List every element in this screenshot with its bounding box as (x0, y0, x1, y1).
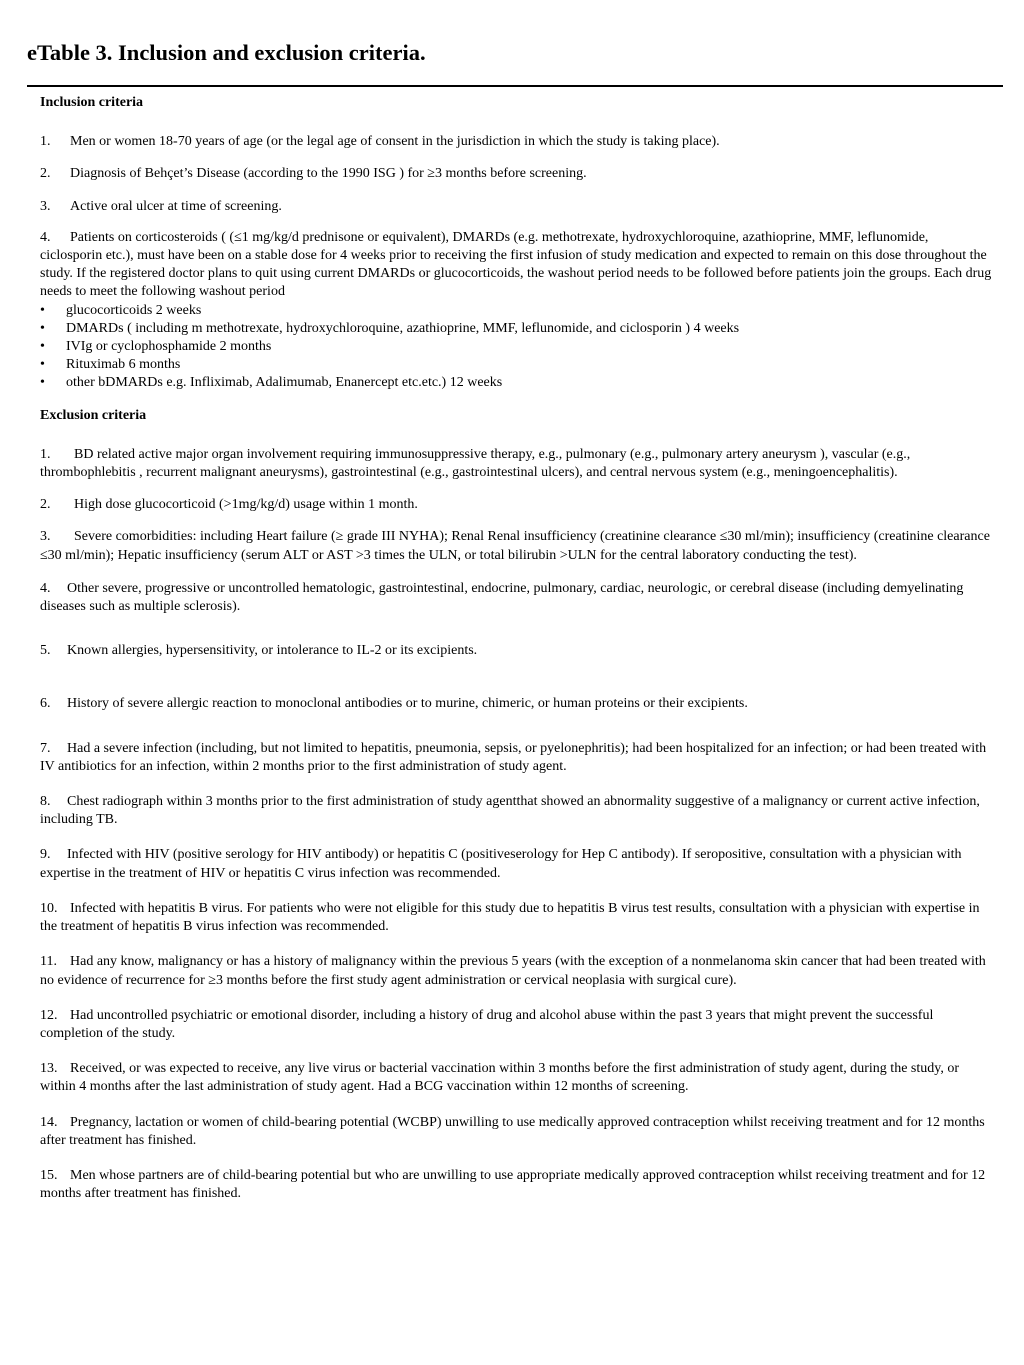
exclusion-item-13 (40, 1060, 992, 1096)
item-number: 10. (40, 900, 58, 916)
item-number: 11. (40, 954, 57, 970)
bullet-icon: • (40, 320, 45, 336)
item-number: 13. (40, 1061, 58, 1077)
bullet-icon: • (40, 302, 45, 318)
item-number: 6. (40, 696, 51, 712)
item-text: Severe comorbidities: including Heart failure (≥ grade III NYHA); Renal Renal insufficiency (creatinine clearance ≤30 ml/min); insufficiency (creatinine clearance ≤30 ml/min); Hepatic insufficiency (serum ALT or AST >3 times the ULN, or total bilirubin >ULN for the central laboratory conducting the test). (40, 529, 990, 563)
bullet-icon: • (40, 339, 45, 355)
item-number: 12. (40, 1007, 58, 1023)
item-number: 7. (40, 740, 51, 756)
item-text: Infected with hepatitis B virus. For patients who were not eligible for this study due to hepatitis B virus test results, consultation with a physician with expertise in the treatment of hepatitis B virus infection was recommended. (40, 900, 980, 935)
washout-list (40, 302, 992, 393)
exclusion-item-3 (40, 528, 992, 564)
inclusion-item-1 (40, 133, 992, 151)
item-text: Pregnancy, lactation or women of child-bearing potential (WCBP) unwilling to use medically approved contraception whilst receiving treatment and for 12 months after treatment has finished. (40, 1114, 985, 1148)
exclusion-item-7 (40, 740, 992, 776)
exclusion-item-14 (40, 1114, 992, 1150)
item-text: Patients on corticosteroids ( (≤1 mg/kg/d prednisone or equivalent), DMARDs (e.g. methotrexate, hydroxychloroquine, azathioprine, MMF, leflunomide, ciclosporin etc.), must have been on a stable dose for 4 weeks prior to receiving the first infusion of study medication and expected to remain on this dose throughout the study. If the registered doctor plans to quit using current DMARDs or glucocorticoids, the washout period needs to be followed before patients join the groups. Each drug needs to meet the following washout period (40, 229, 992, 300)
inclusion-item-3 (40, 198, 992, 216)
item-text: High dose glucocorticoid (>1mg/kg/d) usage within 1 month. (74, 497, 418, 513)
title-divider (27, 85, 1003, 87)
exclusion-item-12 (40, 1007, 992, 1043)
item-text: Had a severe infection (including, but not limited to hepatitis, pneumonia, sepsis, or pyelonephritis); had been hospitalized for an infection; or had been treated with IV antibiotics for an infection, within 2 months prior to the first administration of study agent. (40, 740, 987, 774)
exclusion-heading: Exclusion criteria (40, 407, 147, 423)
item-number: 4. (40, 580, 51, 596)
item-text: Had any know, malignancy or has a history of malignancy within the previous 5 years (with the exception of a nonmelanoma skin cancer that had been treated with no evidence of recurrence for ≥3 months before the first study agent administration or cervical neoplasia with surgical cure). (40, 954, 986, 988)
list-item: • glucocorticoids 2 weeks (40, 302, 992, 320)
item-text: Had uncontrolled psychiatric or emotional disorder, including a history of drug and alcohol abuse within the past 3 years that might prevent the successful completion of the study. (40, 1007, 934, 1041)
criteria-document (40, 92, 992, 1203)
item-text: Known allergies, hypersensitivity, or intolerance to IL-2 or its excipients. (67, 643, 478, 659)
item-number: 1. (40, 446, 51, 462)
exclusion-item-5 (40, 642, 992, 660)
exclusion-item-6 (40, 695, 992, 713)
exclusion-item-2 (40, 496, 992, 514)
item-number: 15. (40, 1167, 58, 1183)
exclusion-item-4 (40, 580, 992, 616)
exclusion-item-8 (40, 793, 992, 829)
item-text: Men whose partners are of child-bearing potential but who are unwilling to use appropriate medically approved contraception whilst receiving treatment and for 12 months after treatment has finished. (40, 1167, 986, 1202)
item-text: Chest radiograph within 3 months prior to the first administration of study agentthat showed an abnormality suggestive of a malignancy or current active infection, including TB. (40, 794, 980, 828)
inclusion-item-4 (40, 229, 992, 302)
bullet-icon: • (40, 375, 45, 391)
item-number: 3. (40, 198, 51, 214)
item-number: 5. (40, 643, 51, 659)
list-item: • Rituximab 6 months (40, 356, 992, 374)
list-item: • IVIg or cyclophosphamide 2 months (40, 338, 992, 356)
item-text: Infected with HIV (positive serology for HIV antibody) or hepatitis C (positiveserology for Hep C antibody). If seropositive, consultation with a physician with expertise in the treatment of HIV or hepatitis C virus infection was recommended. (40, 847, 962, 881)
list-item: • DMARDs ( including m methotrexate, hydroxychloroquine, azathioprine, MMF, leflunomide, and ciclosporin ) 4 weeks (40, 320, 992, 338)
item-number: 2. (40, 166, 51, 182)
exclusion-item-11 (40, 953, 992, 989)
item-number: 1. (40, 134, 51, 150)
inclusion-item-2 (40, 165, 992, 183)
exclusion-item-9 (40, 846, 992, 882)
page-title: eTable 3. Inclusion and exclusion criteria. (27, 40, 426, 65)
item-number: 9. (40, 847, 51, 863)
item-text: BD related active major organ involvement requiring immunosuppressive therapy, e.g., pulmonary (e.g., pulmonary artery aneurysm ), vascular (e.g., thrombophlebitis , recurrent malignant aneurysms), gastrointestinal (e.g., gastrointestinal ulcers), and central nervous system (e.g., meningoencephalitis). (40, 446, 911, 481)
exclusion-item-1 (40, 446, 992, 482)
exclusion-item-15 (40, 1167, 992, 1203)
item-number: 8. (40, 794, 51, 810)
item-text: Other severe, progressive or uncontrolled hematologic, gastrointestinal, endocrine, pulmonary, cardiac, neurologic, or cerebral disease (including demyelinating diseases such as multiple sclerosis). (40, 580, 964, 615)
bullet-icon: • (40, 357, 45, 373)
item-text: Men or women 18-70 years of age (or the legal age of consent in the jurisdiction in which the study is taking place). (70, 134, 720, 150)
exclusion-item-10 (40, 900, 992, 936)
item-text: Active oral ulcer at time of screening. (70, 198, 282, 214)
item-number: 2. (40, 497, 51, 513)
item-text: History of severe allergic reaction to monoclonal antibodies or to murine, chimeric, or human proteins or their excipients. (67, 696, 748, 712)
inclusion-heading: Inclusion criteria (40, 95, 144, 110)
item-text: Received, or was expected to receive, any live virus or bacterial vaccination within 3 months before the first administration of study agent, during the study, or within 4 months after the last administration of study agent. Had a BCG vaccination within 12 months of screening. (40, 1061, 959, 1095)
list-item: • other bDMARDs e.g. Infliximab, Adalimumab, Enanercept etc.etc.) 12 weeks (40, 374, 992, 392)
item-number: 14. (40, 1114, 58, 1130)
item-number: 4. (40, 229, 51, 245)
item-number: 3. (40, 529, 51, 545)
item-text: Diagnosis of Behçet’s Disease (according to the 1990 ISG ) for ≥3 months before screening. (70, 166, 587, 182)
